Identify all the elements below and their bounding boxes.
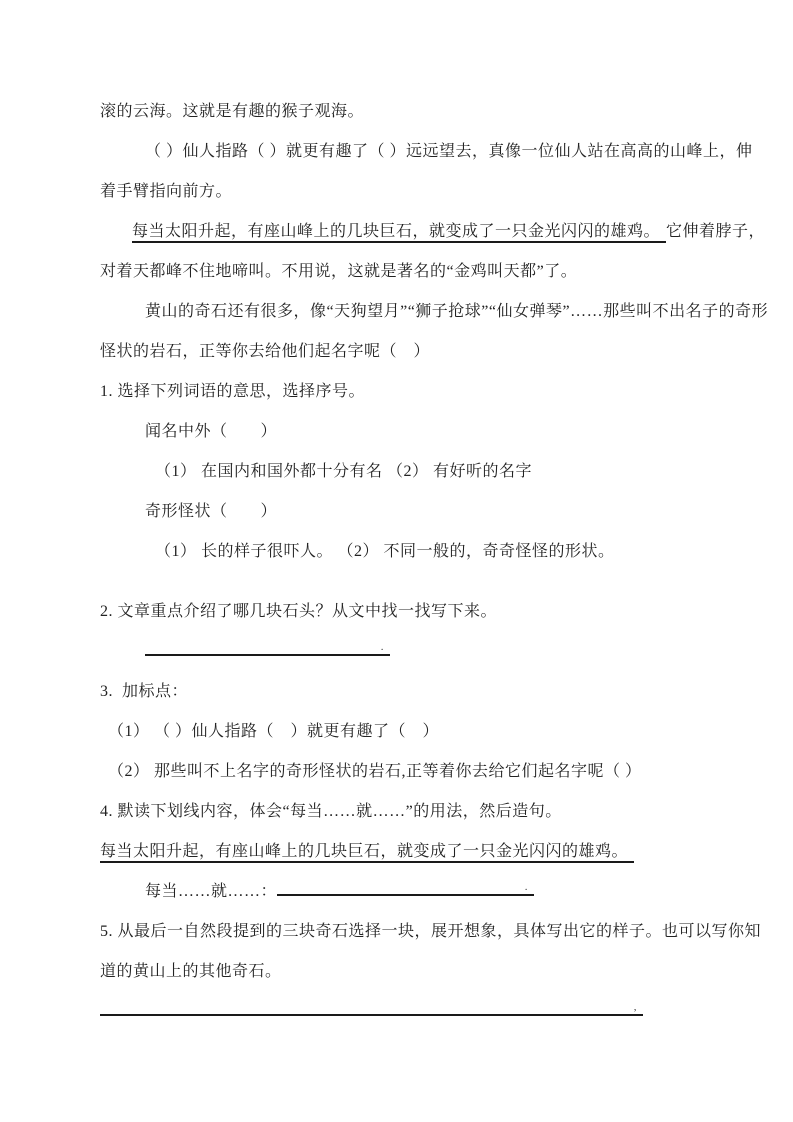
answer-blank-q5 xyxy=(100,992,706,1032)
text-segment: 道的黄山上的其他奇石。 xyxy=(100,963,282,980)
text-segment: 闻名中外（ ） xyxy=(145,423,278,440)
text-segment: （ ）仙人指路（ ）就更有趣了（ ）远远望去，真像一位仙人站在高高的山峰上，伸 xyxy=(145,143,753,160)
text-segment: 2. 文章重点介绍了哪几块石头？从文中找一找写下来。 xyxy=(100,603,498,620)
text-segment: （1） 在国内和国外都十分有名 （2） 有好听的名字 xyxy=(155,463,533,480)
question-5-line-2 xyxy=(100,952,706,992)
q3-item-2 xyxy=(100,752,706,792)
paragraph-jinji-line-2 xyxy=(100,252,706,292)
options-wenmingzhongwai xyxy=(100,452,706,492)
word-qixingguaizhuang xyxy=(100,492,706,532)
underlined-text: 每当太阳升起，有座山峰上的几块巨石，就变成了一只金光闪闪的雄鸡。 xyxy=(100,843,634,863)
text-segment: 滚的云海。这就是有趣的猴子观海。 xyxy=(100,103,365,120)
question-1 xyxy=(100,372,706,412)
paragraph-monkey-sea-line xyxy=(100,92,706,132)
question-2 xyxy=(100,592,706,632)
question-5-line-1 xyxy=(100,912,762,952)
q4-underlined-sentence xyxy=(100,832,706,872)
text-segment: 1. 选择下列词语的意思，选择序号。 xyxy=(100,383,366,400)
paragraph-more-rocks-line-2 xyxy=(100,332,706,372)
text-segment: 对着天都峰不住地啼叫。不用说，这就是著名的“金鸡叫天都”了。 xyxy=(100,263,578,280)
q3-item-1 xyxy=(100,712,706,752)
q4-sentence-starter xyxy=(100,872,706,912)
blank-end-mark: . xyxy=(524,881,529,893)
answer-blank-q2 xyxy=(100,632,706,672)
paragraph-xianren-line-1 xyxy=(100,132,753,172)
paragraph-xianren-line-2 xyxy=(100,172,706,212)
text-segment: 奇形怪状（ ） xyxy=(145,503,278,520)
blank-end-mark: . xyxy=(380,641,384,653)
paragraph-jinji-line-1 xyxy=(100,212,766,252)
options-qixingguaizhuang xyxy=(100,532,706,572)
text-segment: （1） 长的样子很吓人。 （2） 不同一般的，奇奇怪怪的形状。 xyxy=(155,543,615,560)
text-segment: 它伸着脖子， xyxy=(666,223,766,240)
text-segment: 黄山的奇石还有很多，像“天狗望月”“狮子抢球”“仙女弹琴”……那些叫不出名子的奇形 xyxy=(145,303,769,320)
answer-blank xyxy=(145,637,390,656)
document-content xyxy=(100,92,769,1032)
question-4 xyxy=(100,792,706,832)
text-segment: 5. 从最后一自然段提到的三块奇石选择一块，展开想象，具体写出它的样子。也可以写你知 xyxy=(100,923,762,940)
text-segment: 4. 默读下划线内容，体会“每当……就……”的用法，然后造句。 xyxy=(100,803,562,820)
paragraph-more-rocks-line-1 xyxy=(100,292,769,332)
underlined-text: 每当太阳升起，有座山峰上的几块巨石，就变成了一只金光闪闪的雄鸡。 xyxy=(132,223,666,243)
answer-blank xyxy=(277,877,534,896)
blank-end-mark: , xyxy=(633,1001,637,1013)
text-segment: （1） （ ）仙人指路（ ）就更有趣了（ ） xyxy=(108,723,440,740)
text-segment: （2） 那些叫不上名字的奇形怪状的岩石,正等着你去给它们起名字呢（ ） xyxy=(108,763,642,780)
text-segment: 着手臂指向前方。 xyxy=(100,183,233,200)
text-segment: 3. 加标点： xyxy=(100,683,189,700)
word-wenmingzhongwai xyxy=(100,412,706,452)
text-segment: 每当……就……： xyxy=(145,883,278,900)
answer-blank xyxy=(100,997,643,1016)
question-3 xyxy=(100,672,706,712)
text-segment: 怪状的岩石，正等你去给他们起名字呢（ ） xyxy=(100,343,431,360)
